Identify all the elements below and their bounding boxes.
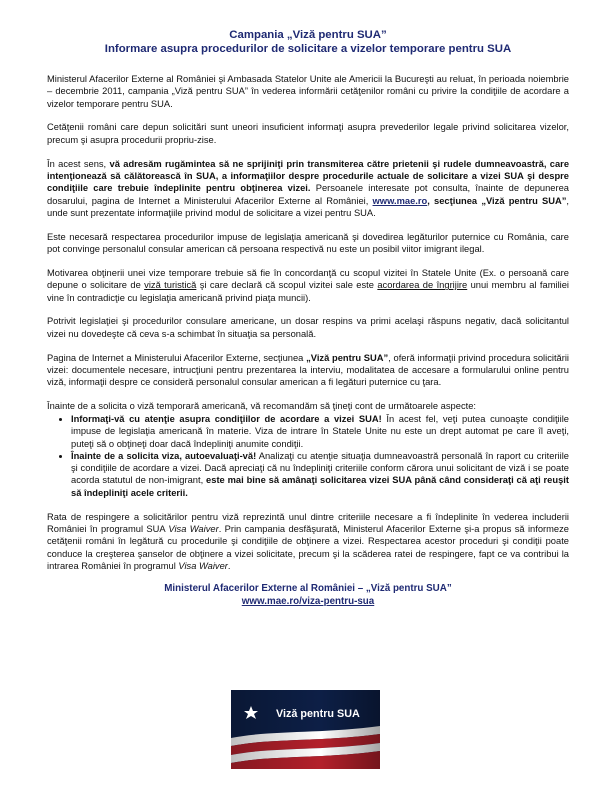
- paragraph-website-info: [47, 352, 569, 389]
- bullet-1-text: În acest fel, veţi putea cunoaşte condiţiile impuse de legislaţia americană în materie. Viza de intrare în Statele Unite nu este un drept automat pe care îl aveţi, puteţi să o obţineţi doar dacă îndepliniţi anumite condiţii.: [71, 413, 569, 449]
- document-page: [47, 28, 569, 608]
- recommendation-list: [47, 413, 569, 499]
- p7-bold-section: „Viză pentru SUA”: [306, 352, 389, 363]
- p3-section-name: , secţiunea „Viză pentru SUA”: [427, 195, 567, 206]
- footer-link[interactable]: www.mae.ro/viza-pentru-sua: [241, 596, 375, 608]
- footer-link-row: [47, 595, 569, 608]
- p9-italic-visa-waiver-1: Visa Waiver: [168, 523, 219, 534]
- p3-text-e: , unde sunt prezentate informaţiile privind modul de solicitare a vizei pentru SUA.: [47, 195, 569, 218]
- p7-text-c: , oferă informaţii privind procedura solicitării vizei: documentele necesare, intrucţiuni pentru prezentarea la interviu, modalitatea de accesare a formularului online pentru viză, informaţii despre ce consideră personalul consular american a fi legături puternice cu ţara.: [47, 352, 570, 388]
- p9-text-b: . Prin campania desfăşurată, Ministerul Afacerilor Externe şi-a propus să informeze cetăţenii români în legătură cu procedurile şi condiţiile de obţinere a vizei. Respectarea acestor proceduri şi condiţii poate conduce la creşterea şanselor de obţinere a vizei solicitate, precum şi la scăderea ratei de respingere, fapt ce va contribui la intrarea României în programul: [47, 523, 569, 571]
- bullet-2-bold: Înainte de a solicita viza, autoevaluaţi-vă!: [71, 450, 257, 461]
- p5-underline-care: acordarea de îngrijire: [377, 280, 468, 291]
- paragraph-insufficient-info: Cetăţenii români care depun solicitări sunt uneori insuficient informaţi asupra prevederilor legale privind solicitarea vizelor, precum şi asupra procedurii propriu-zise.: [47, 122, 569, 145]
- flag-graphic: [231, 690, 380, 769]
- p7-text-a: Pagina de Internet a Ministerului Afacerilor Externe, secţiunea: [47, 352, 307, 363]
- p3-bold-request: vă adresăm rugămintea să ne sprijiniţi prin transmiterea către prietenii şi rudele dumneavoastră, care intenţionează să călătorească în SUA, a informaţiilor despre procedurile actuale de solicitare a vizei SUA şi despre condiţiile care trebuie îndeplinite pentru obţinerea vizei.: [47, 158, 570, 194]
- p5-underline-tourist-visa: viză turistică: [144, 280, 197, 291]
- p9-italic-visa-waiver-2: Visa Waiver: [178, 560, 228, 571]
- document-subtitle: Informare asupra procedurilor de solicitare a vizelor temporare pentru SUA: [104, 43, 512, 55]
- logo-text: Viză pentru SUA: [276, 708, 360, 720]
- p9-text-c: .: [227, 560, 231, 571]
- paragraph-rejected-file: Potrivit legislaţiei şi procedurilor consulare americane, un dosar respins va primi acelaşi răspuns negativ, dacă solicitantul vizei nu dovedeşte că ceva s-a schimbat în situaţia sa personală.: [47, 316, 569, 339]
- paragraph-rejection-rate: [47, 511, 569, 572]
- list-item: [71, 413, 569, 450]
- p3-text-c: Persoanele interesate pot consulta, înainte de depunerea dosarului, pagina de Internet a Ministerului Afacerilor Externe al României,: [47, 183, 569, 206]
- paragraph-motivation: [47, 267, 569, 304]
- bullet-2-text: Analizaţi cu atenţie situaţia dumneavoastră personală în raport cu criteriile şi condiţiile de acordare a vizei. Dacă apreciaţi că nu îndepliniţi criteriile conform cărora unui solicitant de viză i se poate acorda statutul de non-imigrant,: [71, 450, 569, 486]
- bullet-2-bold-end: este mai bine să amânaţi solicitarea vizei SUA până când consideraţi că aţi reuşit să îndepliniţi acele criterii.: [71, 475, 569, 498]
- paragraph-procedures: Este necesară respectarea procedurilor impuse de legislaţia americană şi dovedirea legăturilor puternice cu România, care pot convinge personalul consular american că persoana respectivă nu este un posibil viitor imigrant ilegal.: [47, 231, 569, 255]
- p3-text-a: În acest sens,: [47, 158, 110, 169]
- document-title: Campania „Viză pentru SUA”: [229, 29, 387, 41]
- bullet-1-bold: Informaţi-vă cu atenţie asupra condiţiilor de acordare a vizei SUA!: [71, 413, 382, 424]
- list-item: [71, 450, 569, 499]
- logo-shading: [231, 690, 380, 769]
- p5-text-a: Motivarea obţinerii unei vize temporare trebuie să fie în concordanţă cu scopul vizitei în Statele Unite (Ex. o persoană care depune o solicitare de: [47, 267, 569, 291]
- paragraph-request: [47, 158, 569, 219]
- mae-link[interactable]: www.mae.ro: [372, 195, 428, 206]
- p9-text-a: Rata de respingere a solicitărilor pentru viză reprezintă unul dintre criteriile necesare a fi îndeplinite în vederea includerii României în programul SUA: [47, 511, 569, 534]
- paragraph-intro: Ministerul Afacerilor Externe al României şi Ambasada Statelor Unite ale Americii la Bucureşti au reluat, în perioada noiembrie – decembrie 2011, campania „Viză pentru SUA” în vederea informării cetăţenilor români cu privire la condiţiile de acordare a vizelor temporare pentru SUA.: [47, 74, 569, 109]
- campaign-logo: [231, 690, 380, 769]
- paragraph-recommendations: Înainte de a solicita o viză temporară americană, vă recomandăm să ţineţi cont de următoarele aspecte:: [47, 401, 477, 412]
- footer-signature: Ministerul Afacerilor Externe al României – „Viză pentru SUA”: [164, 583, 452, 595]
- p5-text-b: şi care declară că scopul vizitei sale este: [196, 280, 378, 291]
- p5-text-c: unui membru al familiei vine în contradicţie cu legislaţia americană privind piaţa muncii).: [47, 280, 570, 303]
